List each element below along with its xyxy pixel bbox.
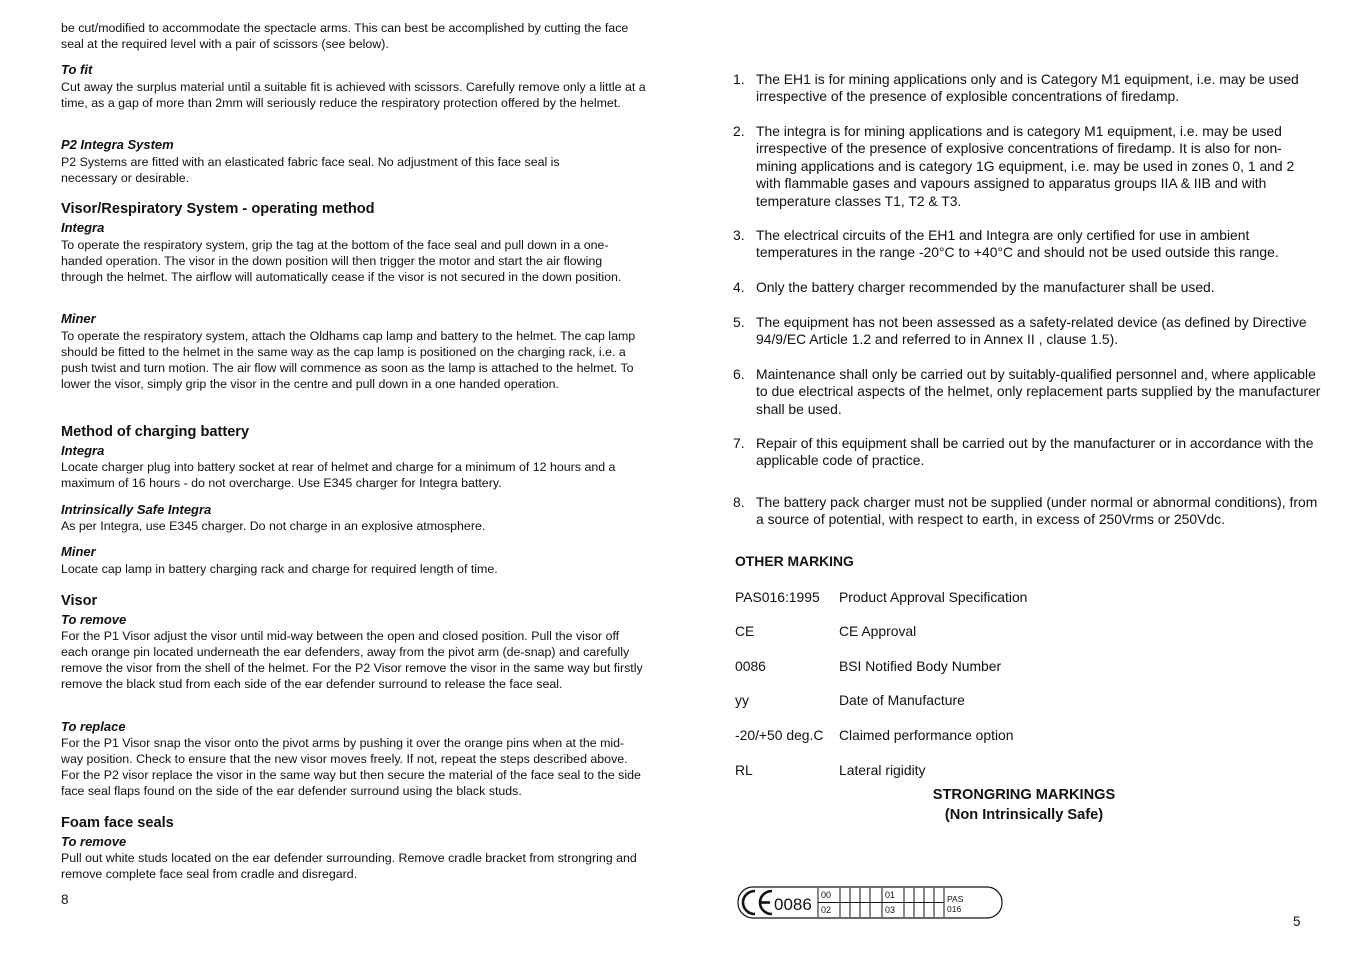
- list-item: The battery pack charger must not be supplied (under normal or abnormal conditions), from a source of potential, with respect to earth, in excess of 250Vrms or 250Vdc.: [756, 494, 1318, 528]
- visor-replace-text: For the P1 Visor snap the visor onto the pivot arms by pushing it over the orange pins when at the mid-way position. Check to ensure that the new visor moves freely. If not, repeat the steps described above. For the P2 visor replace the visor in the same way but then secure the material of the face seal to the side face seal flaps found on the side of the ear defender surround using the black studs.: [61, 736, 641, 798]
- list-item: Repair of this equipment shall be carried out by the manufacturer or in accordance with the applicable code of practice.: [756, 435, 1314, 469]
- list-item: Maintenance shall only be carried out by suitably-qualified personnel and, where applicable to due electrical aspects of the helmet, only replacement parts supplied by the manufacturer shall be used.: [756, 366, 1321, 417]
- ch-integra-heading: Integra: [61, 443, 105, 458]
- marking-description: CE Approval: [839, 623, 917, 639]
- marking-code: CE: [735, 623, 755, 639]
- marking-code: PAS016:1995: [735, 589, 820, 605]
- foam-seals-heading: Foam face seals: [61, 815, 174, 831]
- list-item-number: 2.: [733, 123, 745, 139]
- ce-notified-body-number: 0086: [774, 895, 812, 914]
- ce-marking-label: [737, 886, 1003, 919]
- marking-description: BSI Notified Body Number: [839, 658, 1002, 674]
- marking-description: Claimed performance option: [839, 727, 1014, 743]
- ch-is-integra-heading: Intrinsically Safe Integra: [61, 502, 212, 517]
- marking-code: RL: [735, 762, 753, 778]
- ce-pas-label: PAS: [947, 894, 964, 904]
- vr-miner-text: To operate the respiratory system, attach the Oldhams cap lamp and battery to the helmet. The cap lamp should be fitted to the helmet in the same way as the cap lamp is positioned on the charging rack, i.e. a push twist and turn motion. The air flow will commence as soon as the lamp is attached to the helmet. To lower the visor, simply grip the visor in the centre and pull down in a one handed operation.: [61, 329, 636, 391]
- charging-heading: Method of charging battery: [61, 424, 250, 440]
- foam-remove-heading: To remove: [61, 834, 127, 849]
- ce-pas-number: 016: [947, 904, 962, 914]
- to-fit-heading: To fit: [61, 62, 93, 77]
- marking-code: yy: [735, 692, 749, 708]
- visor-replace-heading: To replace: [61, 719, 126, 734]
- marking-code: -20/+50 deg.C: [735, 727, 824, 743]
- ch-miner-text: Locate cap lamp in battery charging rack and charge for required length of time.: [61, 562, 498, 576]
- ce-date-cell: 02: [821, 905, 832, 915]
- marking-code: 0086: [735, 658, 766, 674]
- list-item: The EH1 is for mining applications only and is Category M1 equipment, i.e. may be used irrespective of the presence of explosible concentrations of firedamp.: [756, 71, 1299, 105]
- list-item-number: 3.: [733, 227, 745, 243]
- marking-description: Product Approval Specification: [839, 589, 1028, 605]
- visor-remove-heading: To remove: [61, 612, 127, 627]
- strongring-subtitle: (Non Intrinsically Safe): [944, 807, 1104, 823]
- ce-date-cell: 01: [885, 890, 896, 900]
- marking-description: Date of Manufacture: [839, 692, 965, 708]
- left-page: [61, 0, 646, 954]
- date-grid: [818, 888, 944, 917]
- foam-remove-text: Pull out white studs located on the ear defender surrounding. Remove cradle bracket from strongring and remove complete face seal from cradle and disregard.: [61, 851, 637, 881]
- intro-paragraph: be cut/modified to accommodate the spectacle arms. This can best be accomplished by cutting the face seal at the required level with a pair of scissors (see below).: [61, 21, 629, 51]
- ch-miner-heading: Miner: [61, 544, 96, 559]
- ch-is-integra-text: As per Integra, use E345 charger. Do not charge in an explosive atmosphere.: [61, 519, 486, 533]
- visor-remove-text: For the P1 Visor adjust the visor until mid-way between the open and closed position. Pull the visor off each orange pin located underneath the ear defenders, away from the pivot arm (de-snap) and carefully remove the visor from the shell of the helmet. For the P2 Visor remove the visor in the same way but firstly remove the black stud from each side of the ear defender surround to release the face seal.: [61, 629, 643, 691]
- list-item-number: 6.: [733, 366, 745, 382]
- visor-heading: Visor: [61, 593, 98, 609]
- to-fit-text: Cut away the surplus material until a suitable fit is achieved with scissors. Carefully remove only a little at a time, as a gap of more than 2mm will seriously reduce the respiratory protection offered by the helmet.: [61, 80, 646, 110]
- ce-date-cell: 00: [821, 890, 832, 900]
- p2-integra-heading: P2 Integra System: [61, 137, 174, 152]
- vr-integra-heading: Integra: [61, 220, 105, 235]
- strongring-title: STRONGRING MARKINGS: [932, 787, 1116, 803]
- vr-miner-heading: Miner: [61, 311, 96, 326]
- right-page-number: 5: [1293, 914, 1301, 929]
- other-marking-heading: OTHER MARKING: [735, 553, 854, 569]
- left-page-number: 8: [61, 892, 69, 907]
- list-item-number: 5.: [733, 314, 745, 330]
- list-item: The electrical circuits of the EH1 and Integra are only certified for use in ambient temperatures in the range -20°C to +40°C and should not be used outside this range.: [756, 227, 1279, 261]
- list-item-number: 1.: [733, 71, 745, 87]
- ch-integra-text: Locate charger plug into battery socket at rear of helmet and charge for a minimum of 12 hours and a maximum of 16 hours - do not overcharge. Use E345 charger for Integra battery.: [61, 460, 616, 490]
- ce-logo-icon: [743, 891, 772, 914]
- p2-integra-text: P2 Systems are fitted with an elasticated fabric face seal. No adjustment of this face seal is necessary or desirable.: [61, 155, 560, 185]
- vr-integra-text: To operate the respiratory system, grip the tag at the bottom of the face seal and pull down in a one-handed operation. The visor in the down position will then trigger the motor and start the air flowing through the helmet. The airflow will automatically cease if the visor is not secured in the down position.: [61, 238, 622, 284]
- list-item: The integra is for mining applications and is category M1 equipment, i.e. may be used irrespective of the presence of explosive concentrations of firedamp. It is also for non-mining applications and is category 1G equipment, i.e. may be used in zones 0, 1 and 2 with flammable gases and vapours assigned to apparatus groups IIA & IIB and with temperature classes T1, T2 & T3.: [756, 123, 1295, 209]
- ce-date-cell: 03: [885, 905, 896, 915]
- list-item-number: 8.: [733, 494, 745, 510]
- list-item-number: 4.: [733, 279, 745, 295]
- visor-respiratory-heading: Visor/Respiratory System - operating method: [61, 201, 375, 217]
- list-item-number: 7.: [733, 435, 745, 451]
- list-item: Only the battery charger recommended by the manufacturer shall be used.: [756, 279, 1215, 295]
- list-item: The equipment has not been assessed as a safety-related device (as defined by Directive 94/9/EC Article 1.2 and referred to in Annex II , clause 1.5).: [756, 314, 1307, 348]
- marking-description: Lateral rigidity: [839, 762, 926, 778]
